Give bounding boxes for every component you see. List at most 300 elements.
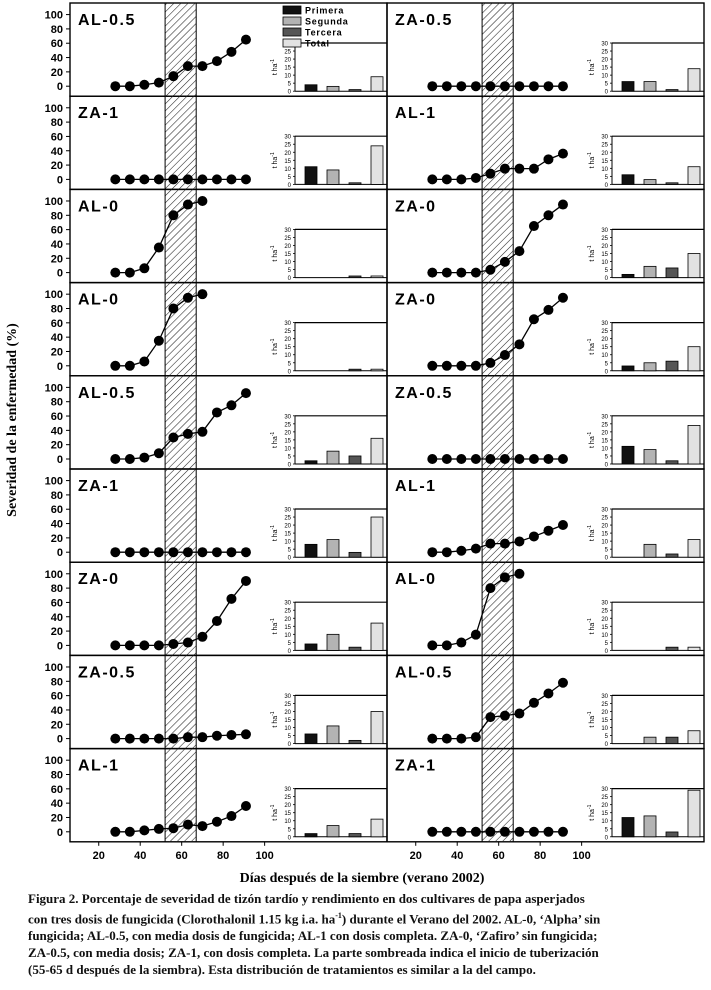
y-tick-label: 0 <box>56 360 63 373</box>
inset-tick-label: 5 <box>287 268 291 275</box>
y-tick-label: 80 <box>50 210 63 223</box>
severity-point <box>241 174 251 184</box>
yield-unit: t ha <box>589 249 596 262</box>
severity-point <box>212 547 222 557</box>
inset-tick-label: 0 <box>287 369 291 376</box>
severity-point <box>168 174 178 184</box>
yield-bar-segunda <box>327 726 339 744</box>
y-tick-label: 20 <box>50 160 63 173</box>
x-tick-label: 20 <box>92 849 105 862</box>
inset-tick-label: 25 <box>284 49 291 56</box>
inset-tick-label: 20 <box>284 57 291 64</box>
yield-unit: t ha <box>589 343 596 355</box>
yield-unit-sup: -1 <box>587 525 593 530</box>
severity-point <box>471 361 481 371</box>
yield-inset <box>587 508 704 562</box>
inset-tick-label: 25 <box>601 422 608 429</box>
inset-tick-label: 30 <box>284 414 291 421</box>
severity-point <box>500 257 510 267</box>
severity-point <box>456 361 466 371</box>
y-tick-label: 0 <box>56 454 63 466</box>
yield-unit-label <box>270 338 279 354</box>
severity-point <box>427 81 437 91</box>
yield-unit: t ha <box>272 436 279 448</box>
severity-point <box>139 80 149 90</box>
x-tick-label: 100 <box>255 849 274 862</box>
yield-bar-total <box>371 438 383 464</box>
y-tick-label: 100 <box>44 568 63 581</box>
severity-point <box>241 801 251 811</box>
severity-point <box>471 544 481 554</box>
severity-point <box>543 305 553 315</box>
y-tick-label: 0 <box>56 547 63 560</box>
tuberization-shade <box>482 749 513 842</box>
panel-al-0 <box>45 189 387 282</box>
severity-point <box>427 268 437 278</box>
severity-point <box>125 547 135 557</box>
panel-al-0 <box>45 283 387 376</box>
severity-point <box>514 454 524 464</box>
severity-point <box>125 734 135 744</box>
inset-tick-label: 30 <box>601 693 608 700</box>
y-tick-label: 60 <box>50 224 63 237</box>
yield-bar-total <box>688 540 700 558</box>
severity-point <box>514 246 524 256</box>
severity-point <box>197 821 207 831</box>
y-tick-label: 80 <box>50 23 63 36</box>
severity-point <box>558 293 568 303</box>
yield-inset <box>270 321 387 375</box>
severity-point <box>558 520 568 530</box>
inset-tick-label: 10 <box>601 446 608 453</box>
yield-bar-tercera <box>666 554 678 557</box>
severity-point <box>125 268 135 278</box>
severity-point <box>212 817 222 827</box>
severity-point <box>471 454 481 464</box>
severity-point <box>139 640 149 650</box>
legend-label: Primera <box>305 5 345 16</box>
yield-unit-sup: -1 <box>587 431 593 437</box>
severity-point <box>212 407 222 417</box>
y-tick-label: 100 <box>44 661 63 674</box>
x-tick-label: 80 <box>534 849 547 862</box>
inset-tick-label: 15 <box>601 65 608 72</box>
caption-text: ) durante el Verano del 2002. AL-0, ‘Alpha’ sin <box>341 911 601 927</box>
severity-point <box>183 547 193 557</box>
severity-point <box>241 576 251 586</box>
yield-bar-segunda <box>644 82 656 92</box>
severity-point <box>197 196 207 206</box>
yield-unit: t ha <box>589 156 596 169</box>
y-tick-label: 60 <box>50 597 63 610</box>
inset-tick-label: 10 <box>601 353 608 360</box>
x-tick-label: 40 <box>134 849 147 862</box>
severity-point <box>139 734 149 744</box>
inset-tick-label: 5 <box>287 640 291 647</box>
severity-point <box>427 454 437 464</box>
yield-inset <box>270 508 387 562</box>
yield-unit-label <box>587 525 596 541</box>
yield-bar-primera <box>305 167 317 185</box>
inset-tick-label: 5 <box>604 547 608 554</box>
yield-inset <box>587 414 704 468</box>
severity-point <box>212 616 222 626</box>
yield-bar-primera <box>622 446 634 464</box>
y-tick-label: 20 <box>50 439 63 452</box>
severity-point <box>529 454 539 464</box>
panel-al-0 <box>387 562 704 655</box>
panel-label: AL-0.5 <box>78 384 136 402</box>
yield-bar-primera <box>622 82 634 92</box>
inset-tick-label: 0 <box>604 462 608 469</box>
severity-point <box>197 174 207 184</box>
inset-tick-label: 10 <box>284 73 291 80</box>
inset-tick-label: 5 <box>604 174 608 181</box>
y-tick-label: 0 <box>56 640 63 653</box>
inset-tick-label: 0 <box>604 369 608 376</box>
inset-tick-label: 0 <box>287 462 291 469</box>
severity-point <box>197 61 207 71</box>
severity-point <box>110 81 120 91</box>
yield-bar-segunda <box>644 450 656 464</box>
inset-tick-label: 30 <box>601 600 608 607</box>
inset-tick-label: 25 <box>601 329 608 336</box>
caption-line: fungicida; AL-0.5, con media dosis de fungicida; AL-1 con dosis completa. ZA-0, ‘Zafiro’ sin fungicida; <box>28 928 598 944</box>
inset-tick-label: 15 <box>601 252 608 258</box>
yield-bar-primera <box>622 366 634 371</box>
yield-unit: t ha <box>589 622 596 635</box>
y-tick-label: 20 <box>50 253 63 266</box>
inset-tick-label: 30 <box>284 321 291 328</box>
panel-za-0-5 <box>45 655 387 748</box>
severity-point <box>183 429 193 439</box>
yield-unit-label <box>270 152 279 168</box>
yield-bar-total <box>688 254 700 278</box>
panel-za-1 <box>387 749 704 842</box>
severity-point <box>110 827 120 837</box>
severity-point <box>168 304 178 314</box>
y-tick-label: 0 <box>56 81 63 94</box>
severity-point <box>500 350 510 360</box>
yield-bar-primera <box>305 85 317 91</box>
inset-tick-label: 20 <box>601 150 608 157</box>
severity-point <box>154 336 164 346</box>
severity-point <box>529 827 539 837</box>
inset-tick-label: 25 <box>601 49 608 56</box>
severity-point <box>197 547 207 557</box>
yield-bar-tercera <box>666 268 678 278</box>
inset-tick-label: 0 <box>287 835 291 842</box>
severity-point <box>154 734 164 744</box>
severity-point <box>558 149 568 159</box>
yield-inset <box>587 787 704 841</box>
caption-line: (55-65 d después de la siembra). Esta distribución de tratamientos es similar a la del campo. <box>28 962 536 978</box>
yield-bar-segunda <box>644 266 656 277</box>
y-tick-label: 40 <box>50 145 63 158</box>
inset-tick-label: 5 <box>287 174 291 181</box>
inset-tick-label: 0 <box>604 742 608 749</box>
yield-unit-label <box>587 711 596 727</box>
y-tick-label: 40 <box>50 798 63 811</box>
yield-unit: t ha <box>589 63 596 76</box>
severity-point <box>543 210 553 220</box>
severity-point <box>139 453 149 463</box>
inset-tick-label: 20 <box>601 616 608 623</box>
yield-inset <box>270 601 387 655</box>
severity-point <box>442 81 452 91</box>
x-tick-label: 60 <box>492 849 505 862</box>
severity-point <box>485 169 495 179</box>
y-tick-label: 0 <box>56 826 63 839</box>
severity-point <box>212 731 222 741</box>
severity-point <box>471 81 481 91</box>
yield-unit: t ha <box>589 715 596 728</box>
inset-tick-label: 0 <box>287 555 291 562</box>
y-tick-label: 100 <box>44 382 63 395</box>
severity-point <box>125 827 135 837</box>
inset-tick-label: 0 <box>604 555 608 562</box>
severity-point <box>183 174 193 184</box>
inset-tick-label: 0 <box>604 182 608 189</box>
panel-label: AL-0.5 <box>78 12 136 29</box>
yield-bar-total <box>688 69 700 91</box>
yield-unit-label <box>587 804 596 820</box>
yield-bar-total <box>371 517 383 557</box>
inset-tick-label: 15 <box>284 531 291 538</box>
inset-tick-label: 25 <box>284 329 291 336</box>
inset-tick-label: 5 <box>604 827 608 834</box>
inset-tick-label: 0 <box>287 742 291 749</box>
inset-tick-label: 30 <box>284 507 291 514</box>
severity-point <box>485 539 495 549</box>
yield-unit: t ha <box>272 156 279 169</box>
severity-point <box>212 56 222 66</box>
yield-unit: t ha <box>589 809 596 821</box>
inset-tick-label: 0 <box>287 648 291 655</box>
yield-unit: t ha <box>272 529 279 542</box>
inset-tick-label: 20 <box>601 243 608 250</box>
inset-tick-label: 15 <box>284 345 291 352</box>
panel-al-0-5 <box>45 376 387 469</box>
inset-tick-label: 25 <box>284 235 291 242</box>
y-tick-label: 20 <box>50 346 63 359</box>
inset-tick-label: 15 <box>284 252 291 258</box>
tuberization-shade <box>482 655 513 748</box>
inset-tick-label: 10 <box>601 539 608 546</box>
severity-point <box>442 640 452 650</box>
yield-unit: t ha <box>272 622 279 635</box>
severity-point <box>139 174 149 184</box>
inset-tick-label: 15 <box>601 438 608 445</box>
yield-bar-tercera <box>349 456 361 464</box>
y-tick-label: 40 <box>50 611 63 624</box>
severity-point <box>456 174 466 184</box>
severity-point <box>197 427 207 437</box>
yield-bar-total <box>371 276 383 278</box>
severity-point <box>485 358 495 368</box>
tuberization-shade <box>165 469 196 562</box>
inset-tick-label: 20 <box>284 150 291 157</box>
inset-tick-label: 30 <box>284 693 291 700</box>
inset-tick-label: 0 <box>287 182 291 189</box>
panel-al-0-5 <box>387 655 704 748</box>
panel-label: ZA-0.5 <box>78 664 136 682</box>
inset-tick-label: 5 <box>287 547 291 554</box>
inset-tick-label: 5 <box>287 81 291 88</box>
severity-point <box>183 732 193 742</box>
x-axis-label: Días después de la siembre (verano 2002) <box>239 871 485 886</box>
severity-point <box>125 361 135 371</box>
yield-bar-total <box>371 819 383 837</box>
panel-za-0 <box>387 283 704 376</box>
severity-point <box>154 824 164 834</box>
inset-tick-label: 10 <box>601 260 608 267</box>
yield-inset <box>587 601 704 655</box>
y-tick-label: 100 <box>44 289 63 302</box>
y-tick-label: 100 <box>44 9 63 22</box>
yield-bar-tercera <box>666 647 678 650</box>
severity-point <box>442 174 452 184</box>
severity-point <box>485 265 495 275</box>
y-tick-label: 40 <box>50 425 63 438</box>
panel-za-1 <box>45 96 387 189</box>
yield-unit: t ha <box>589 436 596 448</box>
inset-tick-label: 10 <box>601 73 608 80</box>
severity-point <box>529 164 539 174</box>
inset-tick-label: 25 <box>601 235 608 242</box>
severity-point <box>183 200 193 210</box>
yield-bar-total <box>371 369 383 371</box>
legend-label: Segunda <box>305 16 349 27</box>
yield-inset <box>270 135 387 189</box>
y-tick-label: 80 <box>50 303 63 316</box>
severity-point <box>168 547 178 557</box>
yield-bar-tercera <box>349 276 361 278</box>
yield-inset <box>587 321 704 375</box>
y-tick-label: 40 <box>50 332 63 345</box>
severity-point <box>500 539 510 549</box>
tuberization-shade <box>165 3 196 96</box>
panel-label: AL-1 <box>78 757 120 775</box>
yield-unit-label <box>270 804 279 820</box>
severity-point <box>500 711 510 721</box>
inset-tick-label: 25 <box>601 701 608 708</box>
inset-tick-label: 15 <box>284 438 291 445</box>
inset-tick-label: 15 <box>284 65 291 72</box>
legend-swatch-segunda <box>283 17 301 25</box>
inset-tick-label: 25 <box>284 608 291 615</box>
severity-point <box>139 825 149 835</box>
yield-unit-sup: -1 <box>270 59 276 64</box>
y-tick-label: 60 <box>50 783 63 796</box>
severity-point <box>168 823 178 833</box>
y-axis-label: Severidad de la enfermedad (%) <box>5 323 20 517</box>
panel-za-0 <box>387 189 704 282</box>
severity-point <box>442 734 452 744</box>
tuberization-shade <box>165 96 196 189</box>
inset-tick-label: 10 <box>601 166 608 173</box>
inset-tick-label: 5 <box>287 827 291 834</box>
severity-point <box>226 547 236 557</box>
inset-tick-label: 10 <box>284 539 291 546</box>
yield-bar-total <box>371 711 383 743</box>
y-tick-label: 80 <box>50 396 63 409</box>
inset-tick-label: 0 <box>604 276 608 283</box>
inset-tick-label: 20 <box>284 243 291 250</box>
yield-unit-sup: -1 <box>587 804 593 810</box>
yield-unit-sup: -1 <box>270 804 276 810</box>
x-tick-label: 60 <box>175 849 188 862</box>
yield-bar-segunda <box>327 451 339 464</box>
severity-point <box>500 827 510 837</box>
yield-bar-total <box>688 347 700 371</box>
yield-bar-segunda <box>327 540 339 558</box>
yield-unit-sup: -1 <box>587 711 593 716</box>
severity-point <box>471 827 481 837</box>
inset-tick-label: 5 <box>604 640 608 647</box>
panel-za-0-5 <box>387 3 704 96</box>
severity-point <box>543 827 553 837</box>
inset-tick-label: 25 <box>601 515 608 522</box>
yield-bar-tercera <box>666 461 678 464</box>
severity-point <box>456 827 466 837</box>
yield-unit-label <box>587 59 596 75</box>
yield-bar-segunda <box>644 544 656 557</box>
inset-tick-label: 30 <box>284 600 291 607</box>
legend-swatch-primera <box>283 6 301 14</box>
panel-al-1 <box>387 96 704 189</box>
y-tick-label: 80 <box>50 583 63 596</box>
inset-tick-label: 10 <box>284 353 291 360</box>
severity-point <box>485 827 495 837</box>
severity-point <box>154 640 164 650</box>
inset-tick-label: 10 <box>284 632 291 639</box>
x-axis <box>93 842 591 862</box>
yield-unit-sup: -1 <box>270 618 276 623</box>
severity-point <box>529 221 539 231</box>
yield-inset <box>270 694 387 748</box>
inset-tick-label: 20 <box>284 430 291 437</box>
severity-point <box>500 572 510 582</box>
inset-tick-label: 15 <box>601 345 608 352</box>
severity-point <box>427 361 437 371</box>
severity-point <box>110 454 120 464</box>
panel-label: AL-0 <box>78 198 120 216</box>
inset-tick-label: 15 <box>284 718 291 724</box>
severity-point <box>110 361 120 371</box>
severity-point <box>226 594 236 604</box>
inset-tick-label: 20 <box>601 337 608 344</box>
yield-bar-tercera <box>666 90 678 92</box>
panel-label: ZA-0 <box>395 291 437 309</box>
severity-point <box>241 388 251 398</box>
legend-swatch-tercera <box>283 28 301 36</box>
severity-point <box>485 583 495 593</box>
inset-tick-label: 20 <box>284 523 291 530</box>
inset-tick-label: 10 <box>601 726 608 733</box>
severity-point <box>442 454 452 464</box>
y-tick-label: 0 <box>56 733 63 746</box>
inset-tick-label: 25 <box>284 422 291 429</box>
panel-za-0-5 <box>387 376 704 469</box>
severity-point <box>543 81 553 91</box>
inset-tick-label: 20 <box>601 803 608 810</box>
severity-point <box>558 81 568 91</box>
panel-label: AL-1 <box>395 105 437 123</box>
severity-point <box>514 569 524 579</box>
panel-label: AL-1 <box>395 478 437 495</box>
panel-label: AL-0.5 <box>395 664 453 682</box>
